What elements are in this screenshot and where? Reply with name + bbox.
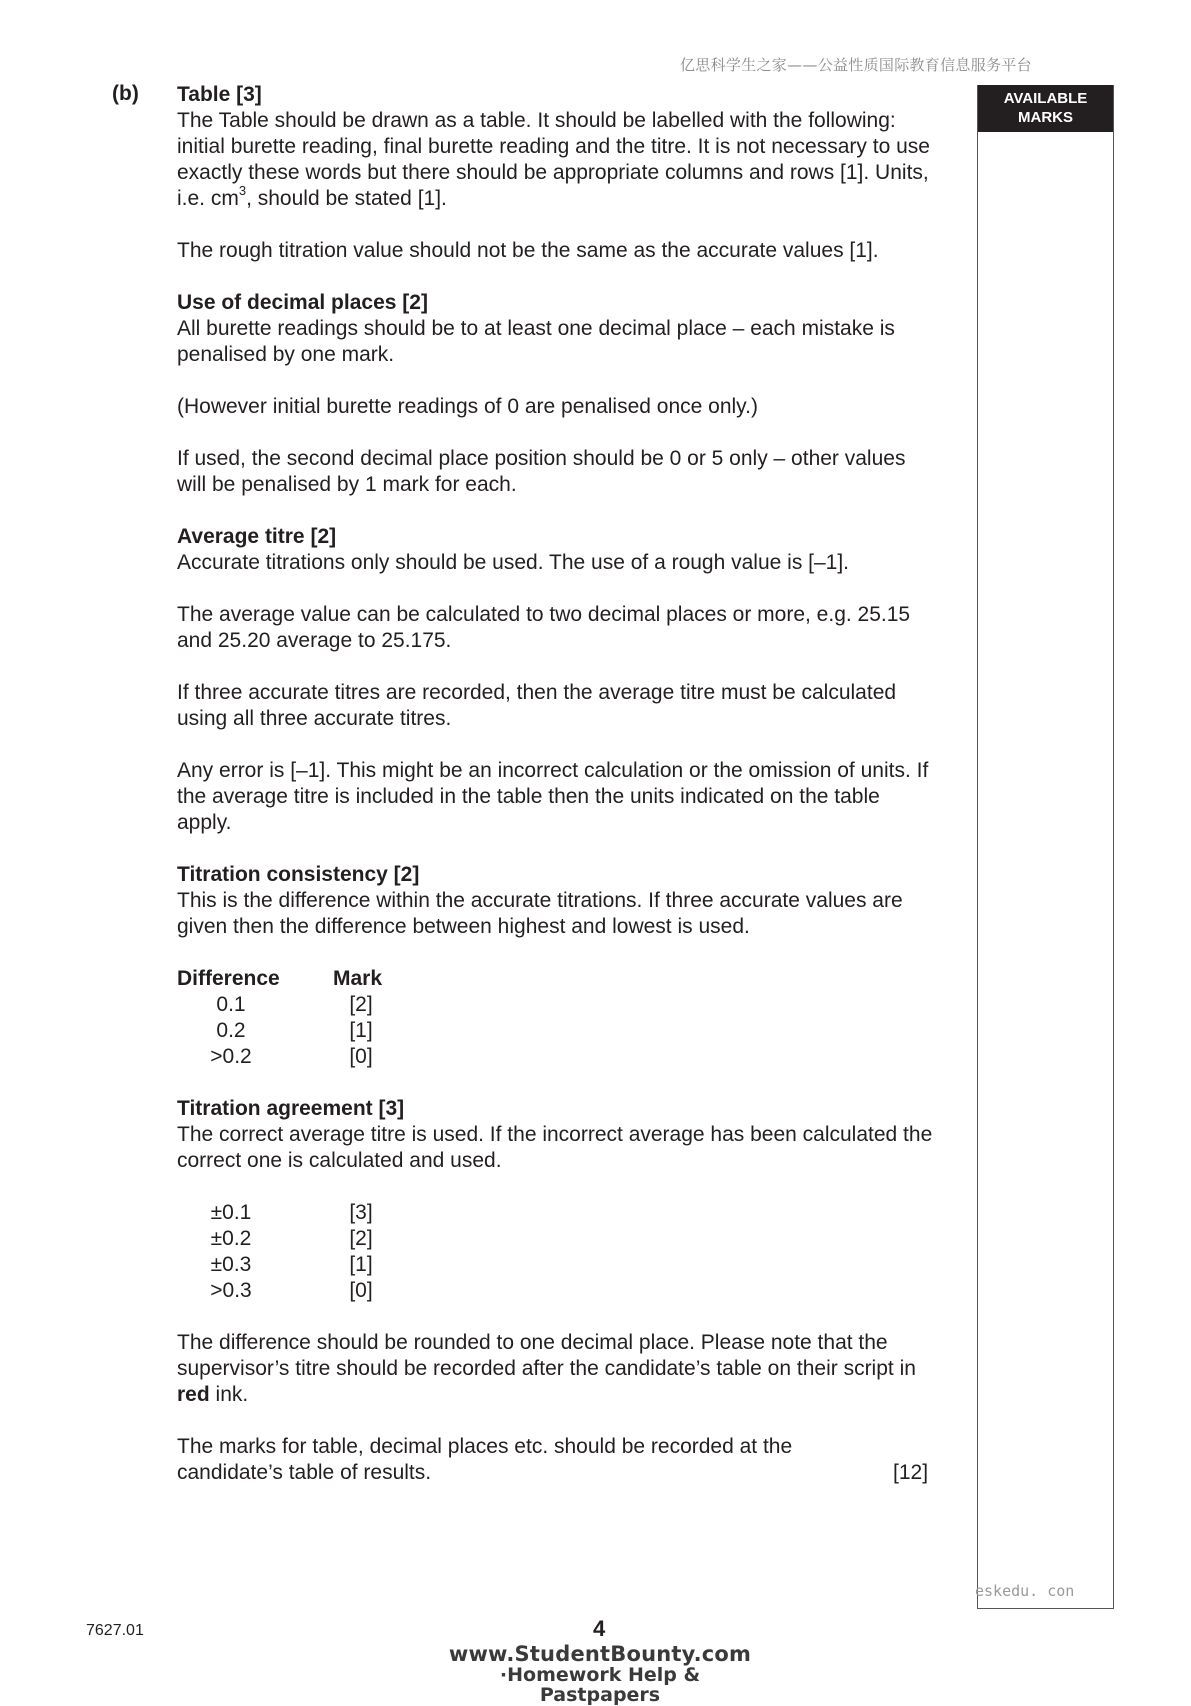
difference-value: 0.1: [216, 993, 246, 1016]
difference-value: 0.2: [216, 1019, 246, 1042]
consistency-heading: Titration consistency [2]: [177, 863, 420, 886]
final-row: [177, 1434, 937, 1486]
table-heading: Table [3]: [177, 83, 262, 106]
available-marks-column: [977, 85, 1114, 1609]
table-paragraph: [177, 82, 937, 212]
agreement-paragraph: [177, 1096, 937, 1174]
agreement-difference: ±0.3: [210, 1253, 252, 1276]
average-text: Accurate titrations only should be used. The use of a rough value is [–1].: [177, 551, 850, 574]
consistency-text: This is the difference within the accurate titrations. If three accurate values are given then the difference between highest and lowest is used.: [177, 889, 903, 938]
total-marks: [12]: [893, 1461, 929, 1484]
decimal-paragraph: [177, 290, 937, 368]
average-heading: Average titre [2]: [177, 525, 337, 548]
table-row: [177, 1278, 389, 1304]
table-text-sup: 3: [238, 183, 247, 198]
agreement-mark: [3]: [349, 1201, 373, 1224]
decimal-note: (However initial burette readings of 0 are penalised once only.): [177, 395, 758, 418]
consistency-table: [177, 966, 389, 1070]
second-decimal-text: If used, the second decimal place position should be 0 or 5 only – other values will be penalised by 1 mark for each.: [177, 447, 906, 496]
table-row: [177, 1200, 389, 1226]
rounding-text-pre: The difference should be rounded to one decimal place. Please note that the supervisor’s titre should be recorded after the candidate’s table on their script in: [177, 1331, 916, 1380]
rough-text: The rough titration value should not be the same as the accurate values [1].: [177, 239, 879, 262]
available-marks-heading-line1: AVAILABLE: [1003, 90, 1088, 107]
mark-value: [1]: [349, 1019, 373, 1042]
column-header-difference: Difference: [177, 967, 280, 990]
column-header-mark: Mark: [333, 967, 383, 990]
table-row: [177, 1226, 389, 1252]
agreement-text: The correct average titre is used. If the incorrect average has been calculated the correct one is calculated and used.: [177, 1123, 933, 1172]
rounding-paragraph: [177, 1330, 937, 1408]
agreement-mark: [2]: [349, 1227, 373, 1250]
table-header-row: [177, 966, 389, 992]
logo-line1: www.StudentBounty.com: [448, 1642, 752, 1666]
rounding-text-bold: red: [177, 1383, 210, 1406]
average-paragraph: [177, 524, 937, 576]
error-text: Any error is [–1]. This might be an incorrect calculation or the omission of units. If the average titre is included in the table then the units indicated on the table apply.: [177, 759, 929, 834]
difference-value: >0.2: [210, 1045, 252, 1068]
logo-line2: ·Homework Help & Pastpapers: [499, 1664, 701, 1706]
consistency-paragraph: [177, 862, 937, 940]
decimal-heading: Use of decimal places [2]: [177, 291, 428, 314]
final-text: The marks for table, decimal places etc. should be recorded at the candidate’s table of results.: [177, 1435, 793, 1484]
available-marks-heading: [978, 85, 1113, 132]
table-row: [177, 1044, 389, 1070]
paper-code: 7627.01: [86, 1622, 144, 1639]
table-row: [177, 1252, 389, 1278]
agreement-difference: ±0.1: [210, 1201, 252, 1224]
available-marks-heading-line2: MARKS: [1018, 109, 1073, 126]
page-number: 4: [593, 1616, 606, 1641]
three-titres-text: If three accurate titres are recorded, then the average titre must be calculated using all three accurate titres.: [177, 681, 897, 730]
rounding-text-post: ink.: [209, 1383, 249, 1406]
mark-value: [2]: [349, 993, 373, 1016]
table-row: [177, 1018, 389, 1044]
mark-scheme-content: [177, 82, 937, 1486]
agreement-mark: [1]: [349, 1253, 373, 1276]
table-text-pre: The Table should be drawn as a table. It should be labelled with the following: initial burette reading, final burette reading and the titre. It is not necessary to use exactly these words but there should be appropriate columns and rows [1]. Units, i.e. cm: [177, 109, 930, 210]
decimal-text: All burette readings should be to at least one decimal place – each mistake is penalised by one mark.: [177, 317, 895, 366]
agreement-heading: Titration agreement [3]: [177, 1097, 405, 1120]
agreement-table: [177, 1200, 389, 1304]
table-row: [177, 992, 389, 1018]
agreement-mark: [0]: [349, 1279, 373, 1302]
studentbounty-logo: [445, 1643, 755, 1705]
header-watermark: 亿思科学生之家——公益性质国际教育信息服务平台: [680, 56, 1032, 74]
agreement-difference: ±0.2: [210, 1227, 252, 1250]
footer-watermark: eskedu. con: [975, 1582, 1075, 1600]
section-label: (b): [112, 82, 139, 105]
table-text-post: , should be stated [1].: [246, 187, 447, 210]
average-calc-text: The average value can be calculated to two decimal places or more, e.g. 25.15 and 25.20 average to 25.175.: [177, 603, 911, 652]
agreement-difference: >0.3: [210, 1279, 252, 1302]
mark-value: [0]: [349, 1045, 373, 1068]
